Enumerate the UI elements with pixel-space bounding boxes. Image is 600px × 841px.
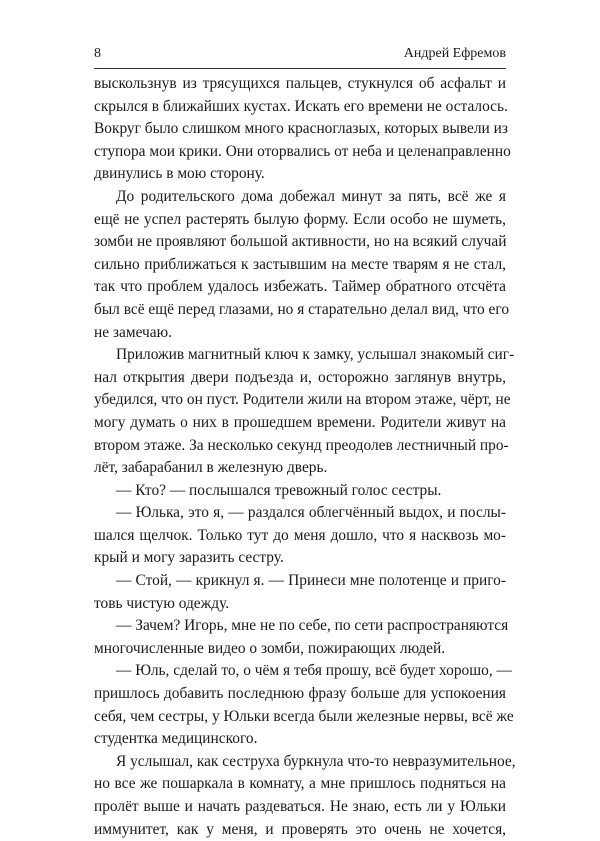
text-line: втором этаже. За несколько секунд преодолев лестничный про- (94, 436, 509, 454)
text-line: — Юлька, это я, — раздался облегчённый выдох, и послы- (116, 504, 506, 522)
text-line: — Зачем? Игорь, мне не по себе, по сети распространяются (116, 617, 509, 635)
text-line: лёт, забарабанил в железную дверь. (94, 459, 328, 477)
text-line: ступора мои крики. Они оторвались от неба и целенаправленно (94, 142, 511, 160)
text-line: сильно приближаться к застывшим на месте тварям я не стал, (94, 255, 506, 273)
text-line: — Юль, сделай то, о чём я тебя прошу, всё будет хорошо, — (116, 662, 512, 680)
text-line: могу думать о них в прошедшем времени. Родители живут на (94, 413, 506, 431)
text-line: иммунитет, как у меня, и проверять это очень не хочется, (94, 820, 506, 838)
page-header (94, 44, 506, 66)
text-line: крый и могу заразить сестру. (94, 549, 284, 567)
text-line: скрылся в ближайших кустах. Искать его времени не осталось. (94, 97, 508, 115)
text-line: выскользнув из трясущихся пальцев, стукнулся об асфальт и (94, 75, 506, 92)
text-line: двинулись в мою сторону. (94, 165, 265, 183)
text-line: пришлось добавить последнюю фразу больше для успокоения (94, 685, 506, 703)
text-line: Приложив магнитный ключ к замку, услышал знакомый сиг- (116, 346, 515, 364)
header-rule (94, 68, 506, 69)
text-line: убедился, что он пуст. Родители жили на втором этаже, чёрт, не (94, 391, 511, 409)
text-line: зомби не проявляют большой активности, но на всякий случай (94, 233, 507, 251)
text-line: товь чистую одежду. (94, 594, 230, 612)
text-line: себя, чем сестры, у Юльки всегда были железные нервы, всё же (94, 707, 514, 725)
text-line: пролёт выше и начать раздеваться. Не знаю, есть ли у Юльки (94, 798, 506, 815)
text-line: Вокруг было слишком много красноглазых, которых вывели из (94, 120, 508, 138)
text-line: нал открытия двери подъезда и, осторожно заглянув внутрь, (94, 368, 506, 386)
text-line: ещё не успел растерять былую форму. Если особо не шуметь, (94, 210, 506, 228)
text-line: — Стой, — крикнул я. — Принеси мне полотенце и приго- (116, 572, 506, 590)
text-line: Я услышал, как сеструха буркнула что-то невразумительное, (116, 752, 516, 770)
text-line: шался щелчок. Только тут до меня дошло, что я насквозь мо- (94, 526, 506, 544)
running-head-author: Андрей Ефремов (403, 46, 506, 61)
text-line: не замечаю. (94, 323, 172, 341)
body-text (94, 73, 516, 841)
text-line: был всё ещё перед глазами, но я старательно делал вид, что его (94, 300, 510, 318)
text-line: многочисленные видео о зомби, пожирающих людей. (94, 639, 446, 657)
text-line: До родительского дома добежал минут за пять, всё же я (116, 187, 506, 205)
text-line: студентка медицинского. (94, 730, 258, 748)
text-line: но все же пошаркала в комнату, а мне пришлось подняться на (94, 775, 506, 793)
page-number: 8 (94, 46, 101, 61)
text-line: — Кто? — послышался тревожный голос сестры. (116, 481, 442, 499)
text-line: так что проблем удалось избежать. Таймер обратного отсчёта (94, 278, 506, 296)
